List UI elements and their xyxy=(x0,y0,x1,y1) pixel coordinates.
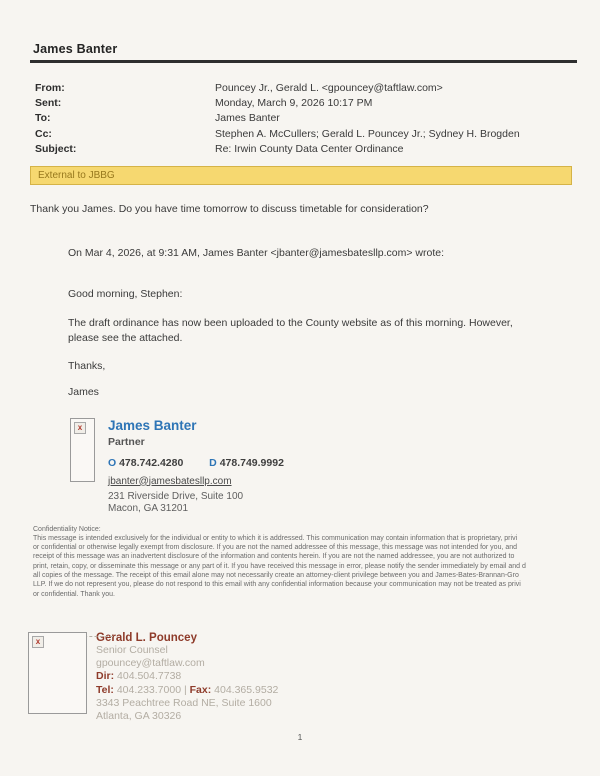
banter-signature-details xyxy=(108,418,284,516)
page-number: 1 xyxy=(297,732,303,743)
dir-phone-number: 404.504.7738 xyxy=(117,670,182,683)
field-cc xyxy=(35,127,600,142)
external-warning-text: External to JBBG xyxy=(38,169,115,181)
confidentiality-line: print, retain, copy, or disseminate this message or any part of it. If you have received this message in error, please notify the sender immediately by email and d xyxy=(33,562,526,570)
direct-phone-label: D xyxy=(209,456,217,469)
field-from-value: Pouncey Jr., Gerald L. <gpouncey@taftlaw.com> xyxy=(215,82,443,94)
banter-name: James Banter xyxy=(108,417,197,433)
fax-label: Fax: xyxy=(189,683,212,696)
confidentiality-line: LLP. If we do not represent you, please do not respond to this email with any confidential information because your communication may not be treated as privi xyxy=(33,581,521,589)
field-from-label: From: xyxy=(35,82,65,94)
banter-phone-row xyxy=(108,457,284,469)
header-divider xyxy=(30,60,577,63)
tel-phone-number: 404.233.7000 xyxy=(116,683,182,696)
confidentiality-line: or confidential or otherwise legally exempt from disclosure. If you are not the named addressee of this message, this message was not intended for you, and xyxy=(33,544,518,552)
quote-signoff: James xyxy=(68,385,99,398)
tel-fax-separator: | xyxy=(183,683,187,696)
field-cc-value: Stephen A. McCullers; Gerald L. Pouncey Jr.; Sydney H. Brogden xyxy=(215,127,520,140)
pouncey-job-title: Senior Counsel xyxy=(96,643,168,656)
field-to-label: To: xyxy=(35,112,51,125)
field-sent-label: Sent: xyxy=(35,97,62,110)
external-warning-banner xyxy=(30,166,572,185)
confidentiality-line: or confidential. Thank you. xyxy=(33,590,115,598)
broken-image-icon: x xyxy=(32,636,44,648)
pouncey-email: gpouncey@taftlaw.com xyxy=(96,657,205,670)
broken-image-placeholder xyxy=(28,632,87,714)
field-sent xyxy=(35,96,600,111)
confidentiality-line: This message is intended exclusively for the individual or entity to which it is addressed. This communication may contain information that is proprietary, privi xyxy=(33,534,518,542)
pouncey-dir-row xyxy=(96,670,278,683)
field-from xyxy=(35,81,600,96)
tel-label: Tel: xyxy=(96,683,114,696)
email-header-fields xyxy=(35,81,600,157)
field-sent-value: Monday, March 9, 2026 10:17 PM xyxy=(215,97,373,110)
direct-phone-number: 478.749.9992 xyxy=(219,456,284,469)
reply-message-text: Thank you James. Do you have time tomorrow to discuss timetable for consideration? xyxy=(30,202,429,215)
confidentiality-line: receipt of this message was an inadvertent disclosure of the information and contents herein. If you are not the named addressee, you are not authorized to xyxy=(33,553,515,561)
field-subject-label: Subject: xyxy=(35,142,77,155)
banter-address-line2: Macon, GA 31201 xyxy=(108,503,189,515)
confidentiality-notice xyxy=(33,525,600,599)
banter-email-link[interactable]: jbanter@jamesbatesllp.com xyxy=(108,475,232,487)
field-to xyxy=(35,111,600,126)
fax-phone-number: 404.365.9532 xyxy=(214,683,279,696)
quoted-message xyxy=(68,247,600,398)
banter-job-title: Partner xyxy=(108,435,145,448)
quote-closing: Thanks, xyxy=(68,359,106,372)
signature-block-pouncey xyxy=(28,632,600,723)
pouncey-tel-fax-row xyxy=(96,684,278,697)
document-owner-title: James Banter xyxy=(33,42,118,56)
pouncey-name: Gerald L. Pouncey xyxy=(96,631,197,644)
broken-image-icon: x xyxy=(74,422,86,434)
quote-greeting: Good morning, Stephen: xyxy=(68,287,183,300)
signature-block-banter xyxy=(70,418,600,516)
confidentiality-line: all copies of the message. The receipt of this email alone may not necessarily create an attorney-client privilege between you and James-Bates-Brannan-Gro xyxy=(33,572,519,579)
field-cc-label: Cc: xyxy=(35,127,52,140)
banter-address-line1: 231 Riverside Drive, Suite 100 xyxy=(108,490,244,502)
pouncey-address-line1: 3343 Peachtree Road NE, Suite 1600 xyxy=(96,696,272,709)
field-to-value: James Banter xyxy=(215,112,280,125)
confidentiality-heading: Confidentiality Notice: xyxy=(33,525,101,533)
pouncey-signature-details xyxy=(96,632,278,723)
quote-paragraph: The draft ordinance has now been uploaded to the County website as of this morning. However, please see the attached. xyxy=(68,316,513,345)
field-subject-value: Re: Irwin County Data Center Ordinance xyxy=(215,142,404,155)
dir-label: Dir: xyxy=(96,670,115,683)
quote-attribution: On Mar 4, 2026, at 9:31 AM, James Banter <jbanter@jamesbatesllp.com> wrote: xyxy=(68,246,445,259)
field-subject xyxy=(35,142,600,157)
pouncey-address-line2: Atlanta, GA 30326 xyxy=(96,709,182,722)
broken-image-placeholder xyxy=(70,418,95,482)
office-phone-number: 478.742.4280 xyxy=(119,456,184,469)
office-phone-label: O xyxy=(108,456,117,469)
